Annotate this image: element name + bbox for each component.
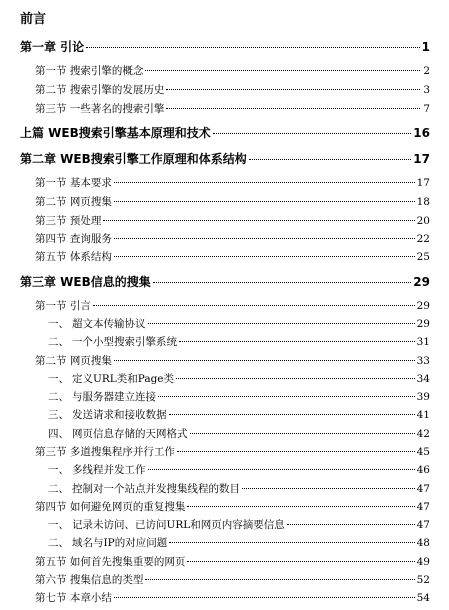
toc-entry-subsection[interactable] <box>48 517 430 532</box>
toc-entry-chapter[interactable] <box>20 150 430 167</box>
toc-entry-page: 52 <box>416 574 430 586</box>
toc-entry-subsection[interactable] <box>48 426 430 441</box>
toc-entry-page: 49 <box>416 556 430 568</box>
toc-entry-chapter[interactable] <box>20 273 430 290</box>
toc-entry-page: 33 <box>416 355 430 367</box>
dot-leader <box>169 414 415 415</box>
toc-entry-chapter[interactable] <box>20 38 430 55</box>
toc-entry-section[interactable] <box>35 82 430 97</box>
toc-entry-page: 20 <box>416 215 430 227</box>
toc-entry-label: 域名与IP的对应问题 <box>72 537 168 549</box>
toc-entry-section[interactable] <box>35 101 430 116</box>
toc-entry-section[interactable] <box>35 63 430 78</box>
toc-entry-page: 7 <box>423 103 430 115</box>
toc-entry-subsection[interactable] <box>48 334 430 349</box>
toc-entry-section[interactable] <box>35 175 430 190</box>
dot-leader <box>145 579 414 580</box>
dot-leader <box>114 201 415 202</box>
toc-entry-page: 48 <box>416 537 430 549</box>
toc-entry-page: 25 <box>416 251 430 263</box>
toc-entry-label: 第六节 搜集信息的类型 <box>35 574 144 586</box>
dot-leader <box>242 488 415 489</box>
dot-leader <box>148 469 415 470</box>
toc-entry-page: 42 <box>416 428 430 440</box>
toc-entry-number: 二、 <box>48 336 69 348</box>
toc-entry-page: 46 <box>416 464 430 476</box>
dot-leader <box>153 282 412 283</box>
dot-leader <box>169 542 414 543</box>
toc-entry-number: 一、 <box>48 318 69 330</box>
toc-entry-section[interactable] <box>35 590 430 605</box>
toc-entry-label: 第三节 预处理 <box>35 215 102 227</box>
toc-entry-subsection[interactable] <box>48 535 430 550</box>
toc-entry-page: 2 <box>423 65 430 77</box>
toc-entry-label: 第五节 体系结构 <box>35 251 112 263</box>
toc-entry-page: 54 <box>416 592 430 604</box>
toc-entry-page: 29 <box>416 318 430 330</box>
toc-entry-label: 定义URL类和Page类 <box>72 373 175 385</box>
dot-leader <box>114 597 415 598</box>
toc-entry-page: 16 <box>413 126 430 140</box>
toc-entry-label: 第二章 WEB搜索引擎工作原理和体系结构 <box>20 152 247 166</box>
toc-entry-label: 网页信息存储的天网格式 <box>72 428 188 440</box>
toc-entry-label: 上篇 WEB搜索引擎基本原理和技术 <box>20 126 211 140</box>
toc-entry-subsection[interactable] <box>48 462 430 477</box>
toc-entry-subsection[interactable] <box>48 407 430 422</box>
toc-entry-page: 47 <box>416 501 430 513</box>
toc-entry-page: 41 <box>416 409 430 421</box>
dot-leader <box>166 108 420 109</box>
toc-entry-number: 二、 <box>48 483 69 495</box>
toc-entry-label: 第四节 查询服务 <box>35 233 112 245</box>
toc-entry-page: 1 <box>421 40 430 54</box>
toc-entry-label: 超文本传输协议 <box>72 318 146 330</box>
dot-leader <box>177 451 415 452</box>
toc-entry-section[interactable] <box>35 213 430 228</box>
toc-entry-label: 发送请求和接收数据 <box>72 409 167 421</box>
toc-entry-page: 47 <box>416 519 430 531</box>
toc-entry-section[interactable] <box>35 572 430 587</box>
toc-entry-label: 第一节 引言 <box>35 300 91 312</box>
dot-leader <box>213 133 412 134</box>
toc-entry-section[interactable] <box>35 298 430 313</box>
dot-leader <box>166 89 420 90</box>
toc-entry-number: 一、 <box>48 373 69 385</box>
dot-leader <box>179 341 415 342</box>
toc-entry-section[interactable] <box>35 499 430 514</box>
toc-entry-page: 17 <box>416 177 430 189</box>
toc-entry-label: 第三节 一些著名的搜索引擎 <box>35 103 165 115</box>
toc-entry-subsection[interactable] <box>48 389 430 404</box>
dot-leader <box>190 433 415 434</box>
preface-heading: 前言 <box>20 12 47 27</box>
dot-leader <box>287 524 415 525</box>
dot-leader <box>114 182 415 183</box>
toc-entry-section[interactable] <box>35 444 430 459</box>
toc-entry-label: 第五节 如何首先搜集重要的网页 <box>35 556 186 568</box>
dot-leader <box>114 256 415 257</box>
toc-entry-section[interactable] <box>35 194 430 209</box>
toc-entry-number: 三、 <box>48 409 69 421</box>
toc-entry-subsection[interactable] <box>48 371 430 386</box>
toc-entry-number: 四、 <box>48 428 69 440</box>
toc-entry-page: 29 <box>416 300 430 312</box>
dot-leader <box>145 70 420 71</box>
toc-entry-page: 22 <box>416 233 430 245</box>
toc-entry-number: 一、 <box>48 519 69 531</box>
dot-leader <box>103 220 414 221</box>
toc-entry-section[interactable] <box>35 249 430 264</box>
toc-entry-label: 第一节 基本要求 <box>35 177 112 189</box>
dot-leader <box>148 323 415 324</box>
toc-entry-page: 47 <box>416 483 430 495</box>
toc-entry-page: 39 <box>416 391 430 403</box>
toc-entry-label: 第一节 搜索引擎的概念 <box>35 65 144 77</box>
dot-leader <box>93 305 415 306</box>
toc-entry-label: 第三章 WEB信息的搜集 <box>20 275 151 289</box>
toc-entry-page: 45 <box>416 446 430 458</box>
toc-entry-label: 第七节 本章小结 <box>35 592 112 604</box>
toc-entry-section[interactable] <box>35 554 430 569</box>
toc-entry-label: 控制对一个站点并发搜集线程的数目 <box>72 483 240 495</box>
dot-leader <box>176 378 415 379</box>
toc-entry-label: 第二节 搜索引擎的发展历史 <box>35 84 165 96</box>
toc-entry-label: 第四节 如何避免网页的重复搜集 <box>35 501 186 513</box>
toc-entry-number: 二、 <box>48 537 69 549</box>
toc-entry-section[interactable] <box>35 231 430 246</box>
toc-entry-page: 18 <box>416 196 430 208</box>
dot-leader <box>249 159 412 160</box>
toc-entry-number: 一、 <box>48 464 69 476</box>
toc-entry-page: 31 <box>416 336 430 348</box>
dot-leader <box>86 47 419 48</box>
toc-entry-label: 与服务器建立连接 <box>72 391 156 403</box>
dot-leader <box>114 238 415 239</box>
toc-entry-label: 多线程并发工作 <box>72 464 146 476</box>
toc-entry-label: 记录未访问、已访问URL和网页内容摘要信息 <box>72 519 285 531</box>
toc-entry-page: 34 <box>416 373 430 385</box>
dot-leader <box>114 360 415 361</box>
toc-entry-page: 29 <box>413 275 430 289</box>
toc-entry-label: 第三节 多道搜集程序并行工作 <box>35 446 175 458</box>
toc-entry-label: 一个小型搜索引擎系统 <box>72 336 177 348</box>
toc-entry-page: 3 <box>423 84 430 96</box>
toc-entry-page: 17 <box>413 152 430 166</box>
dot-leader <box>158 396 415 397</box>
toc-entry-subsection[interactable] <box>48 316 430 331</box>
toc-entry-label: 第二节 网页搜集 <box>35 196 112 208</box>
toc-entry-label: 第二节 网页搜集 <box>35 355 112 367</box>
toc-entry-section[interactable] <box>35 353 430 368</box>
toc-entry-number: 二、 <box>48 391 69 403</box>
dot-leader <box>187 506 414 507</box>
toc-entry-label: 第一章 引论 <box>20 40 85 54</box>
dot-leader <box>187 561 414 562</box>
toc-entry-subsection[interactable] <box>48 481 430 496</box>
toc-entry-part[interactable] <box>20 124 430 141</box>
